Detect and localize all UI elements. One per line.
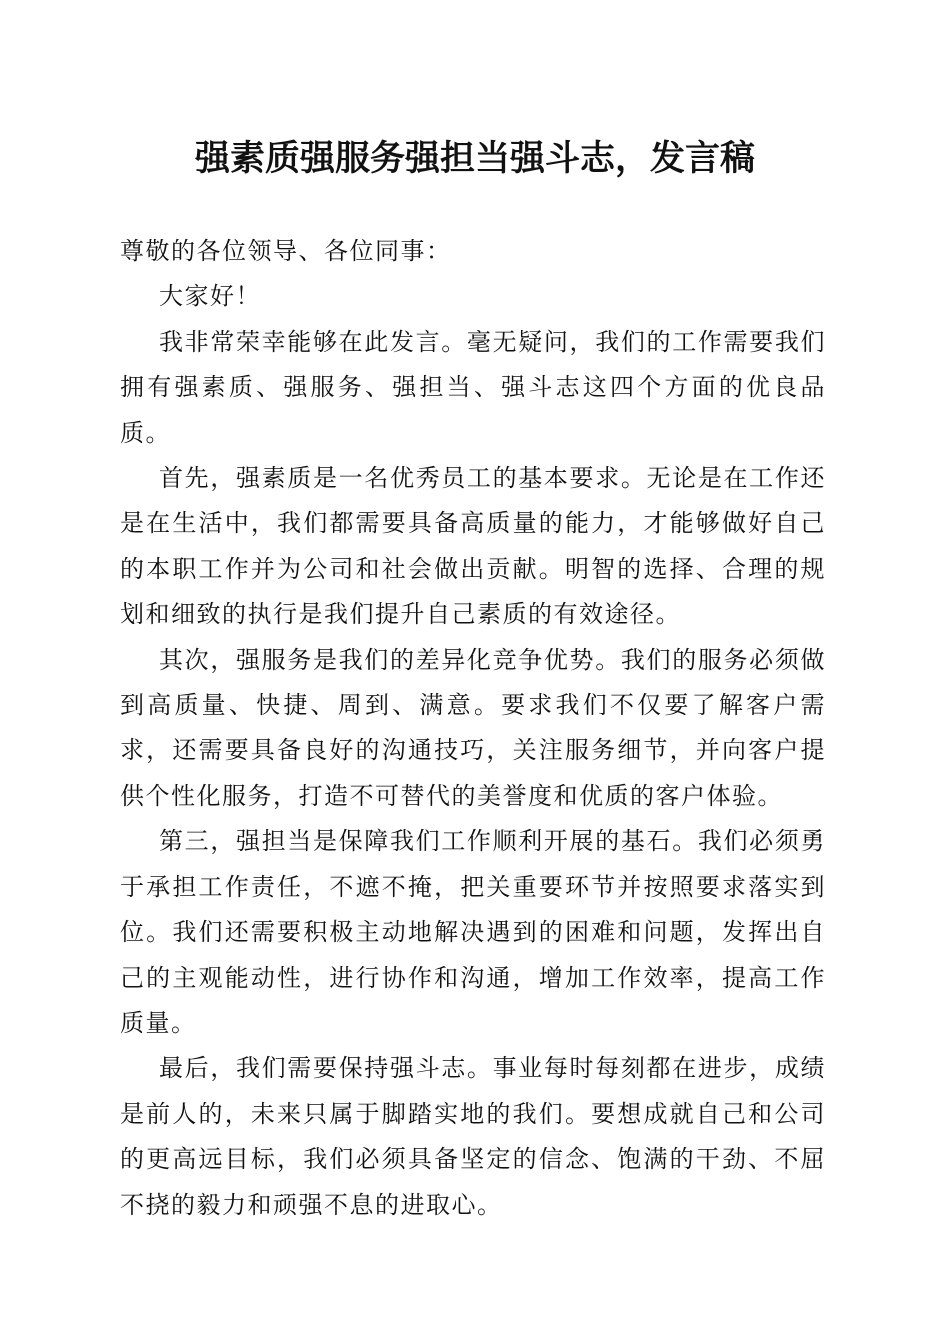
paragraph-greeting: 大家好！ [159, 282, 261, 311]
document-title: 强素质强服务强担当强斗志，发言稿 [194, 138, 755, 179]
paragraph-intro: 我非常荣幸能够在此发言。毫无疑问，我们的工作需要我们拥有强素质、强服务、强担当、强斗志这四个方面的优良品质。 [120, 327, 826, 447]
paragraph-responsibility: 第三，强担当是保障我们工作顺利开展的基石。我们必须勇于承担工作责任，不遮不掩，把关重要环节并按照要求落实到位。我们还需要积极主动地解决遇到的困难和问题，发挥出自己的主观能动性，进行协作和沟通，增加工作效率，提高工作质量。 [120, 827, 826, 1037]
paragraph-quality: 首先，强素质是一名优秀员工的基本要求。无论是在工作还是在生活中，我们都需要具备高质量的能力，才能够做好自己的本职工作并为公司和社会做出贡献。明智的选择、合理的规划和细致的执行是我们提升自己素质的有效途径。 [120, 464, 826, 629]
document-body [120, 229, 826, 1228]
paragraph-spirit: 最后，我们需要保持强斗志。事业每时每刻都在进步，成绩是前人的，未来只属于脚踏实地的我们。要想成就自己和公司的更高远目标，我们必须具备坚定的信念、饱满的干劲、不屈不挠的毅力和顽强不息的进取心。 [120, 1054, 826, 1219]
salutation: 尊敬的各位领导、各位同事： [120, 237, 452, 265]
paragraph-service: 其次，强服务是我们的差异化竞争优势。我们的服务必须做到高质量、快捷、周到、满意。要求我们不仅要了解客户需求，还需要具备良好的沟通技巧，关注服务细节，并向客户提供个性化服务，打造不可替代的美誉度和优质的客户体验。 [120, 645, 826, 810]
